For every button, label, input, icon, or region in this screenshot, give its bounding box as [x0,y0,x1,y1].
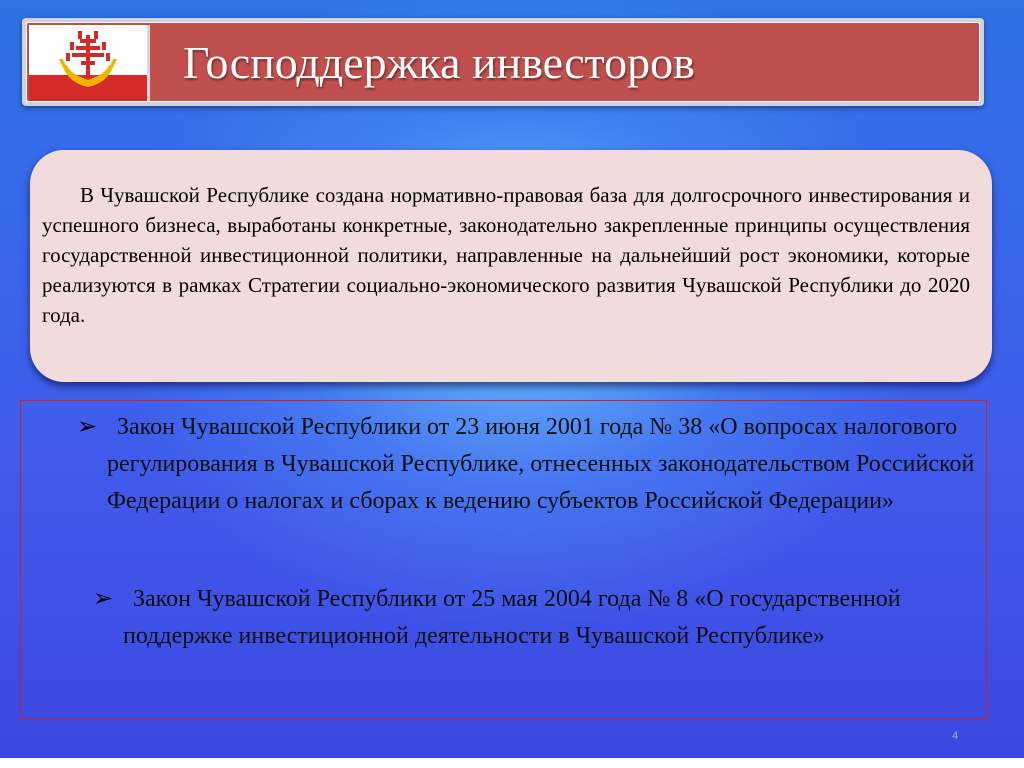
law-text: Закон Чувашской Республики от 25 мая 2004 года № 8 «О государственной поддержке инвестиционной деятельности в Чувашской Республике» [123,586,901,649]
intro-panel [30,150,992,382]
law-item [93,581,983,655]
chuvash-emblem-icon [29,25,150,101]
title-bar [22,18,984,106]
law-text: Закон Чувашской Республики от 23 июня 2001 года № 38 «О вопросах налогового регулирования в Чувашской Республике, отнесенных законодательством Российской Федерации о налогах и сборах к ведению субъектов Российской Федерации» [107,414,975,514]
law-item [77,409,983,520]
title-bar-inner [26,22,980,102]
page-title: Господдержка инвесторов [183,37,695,88]
page-number: 4 [952,730,959,742]
arrow-bullet-icon: ➢ [93,586,114,612]
laws-panel [20,400,987,720]
intro-text: В Чувашской Республике создана нормативно-правовая база для долгосрочного инвестирования и успешного бизнеса, выработаны конкретные, законодательно закрепленные принципы осуществления государственной инвестиционной политики, направленные на дальнейший рост экономики, которые реализуются в рамках Стратегии социально-экономического развития Чувашской Республики до 2020 года. [42,183,970,327]
arrow-bullet-icon: ➢ [77,414,98,440]
